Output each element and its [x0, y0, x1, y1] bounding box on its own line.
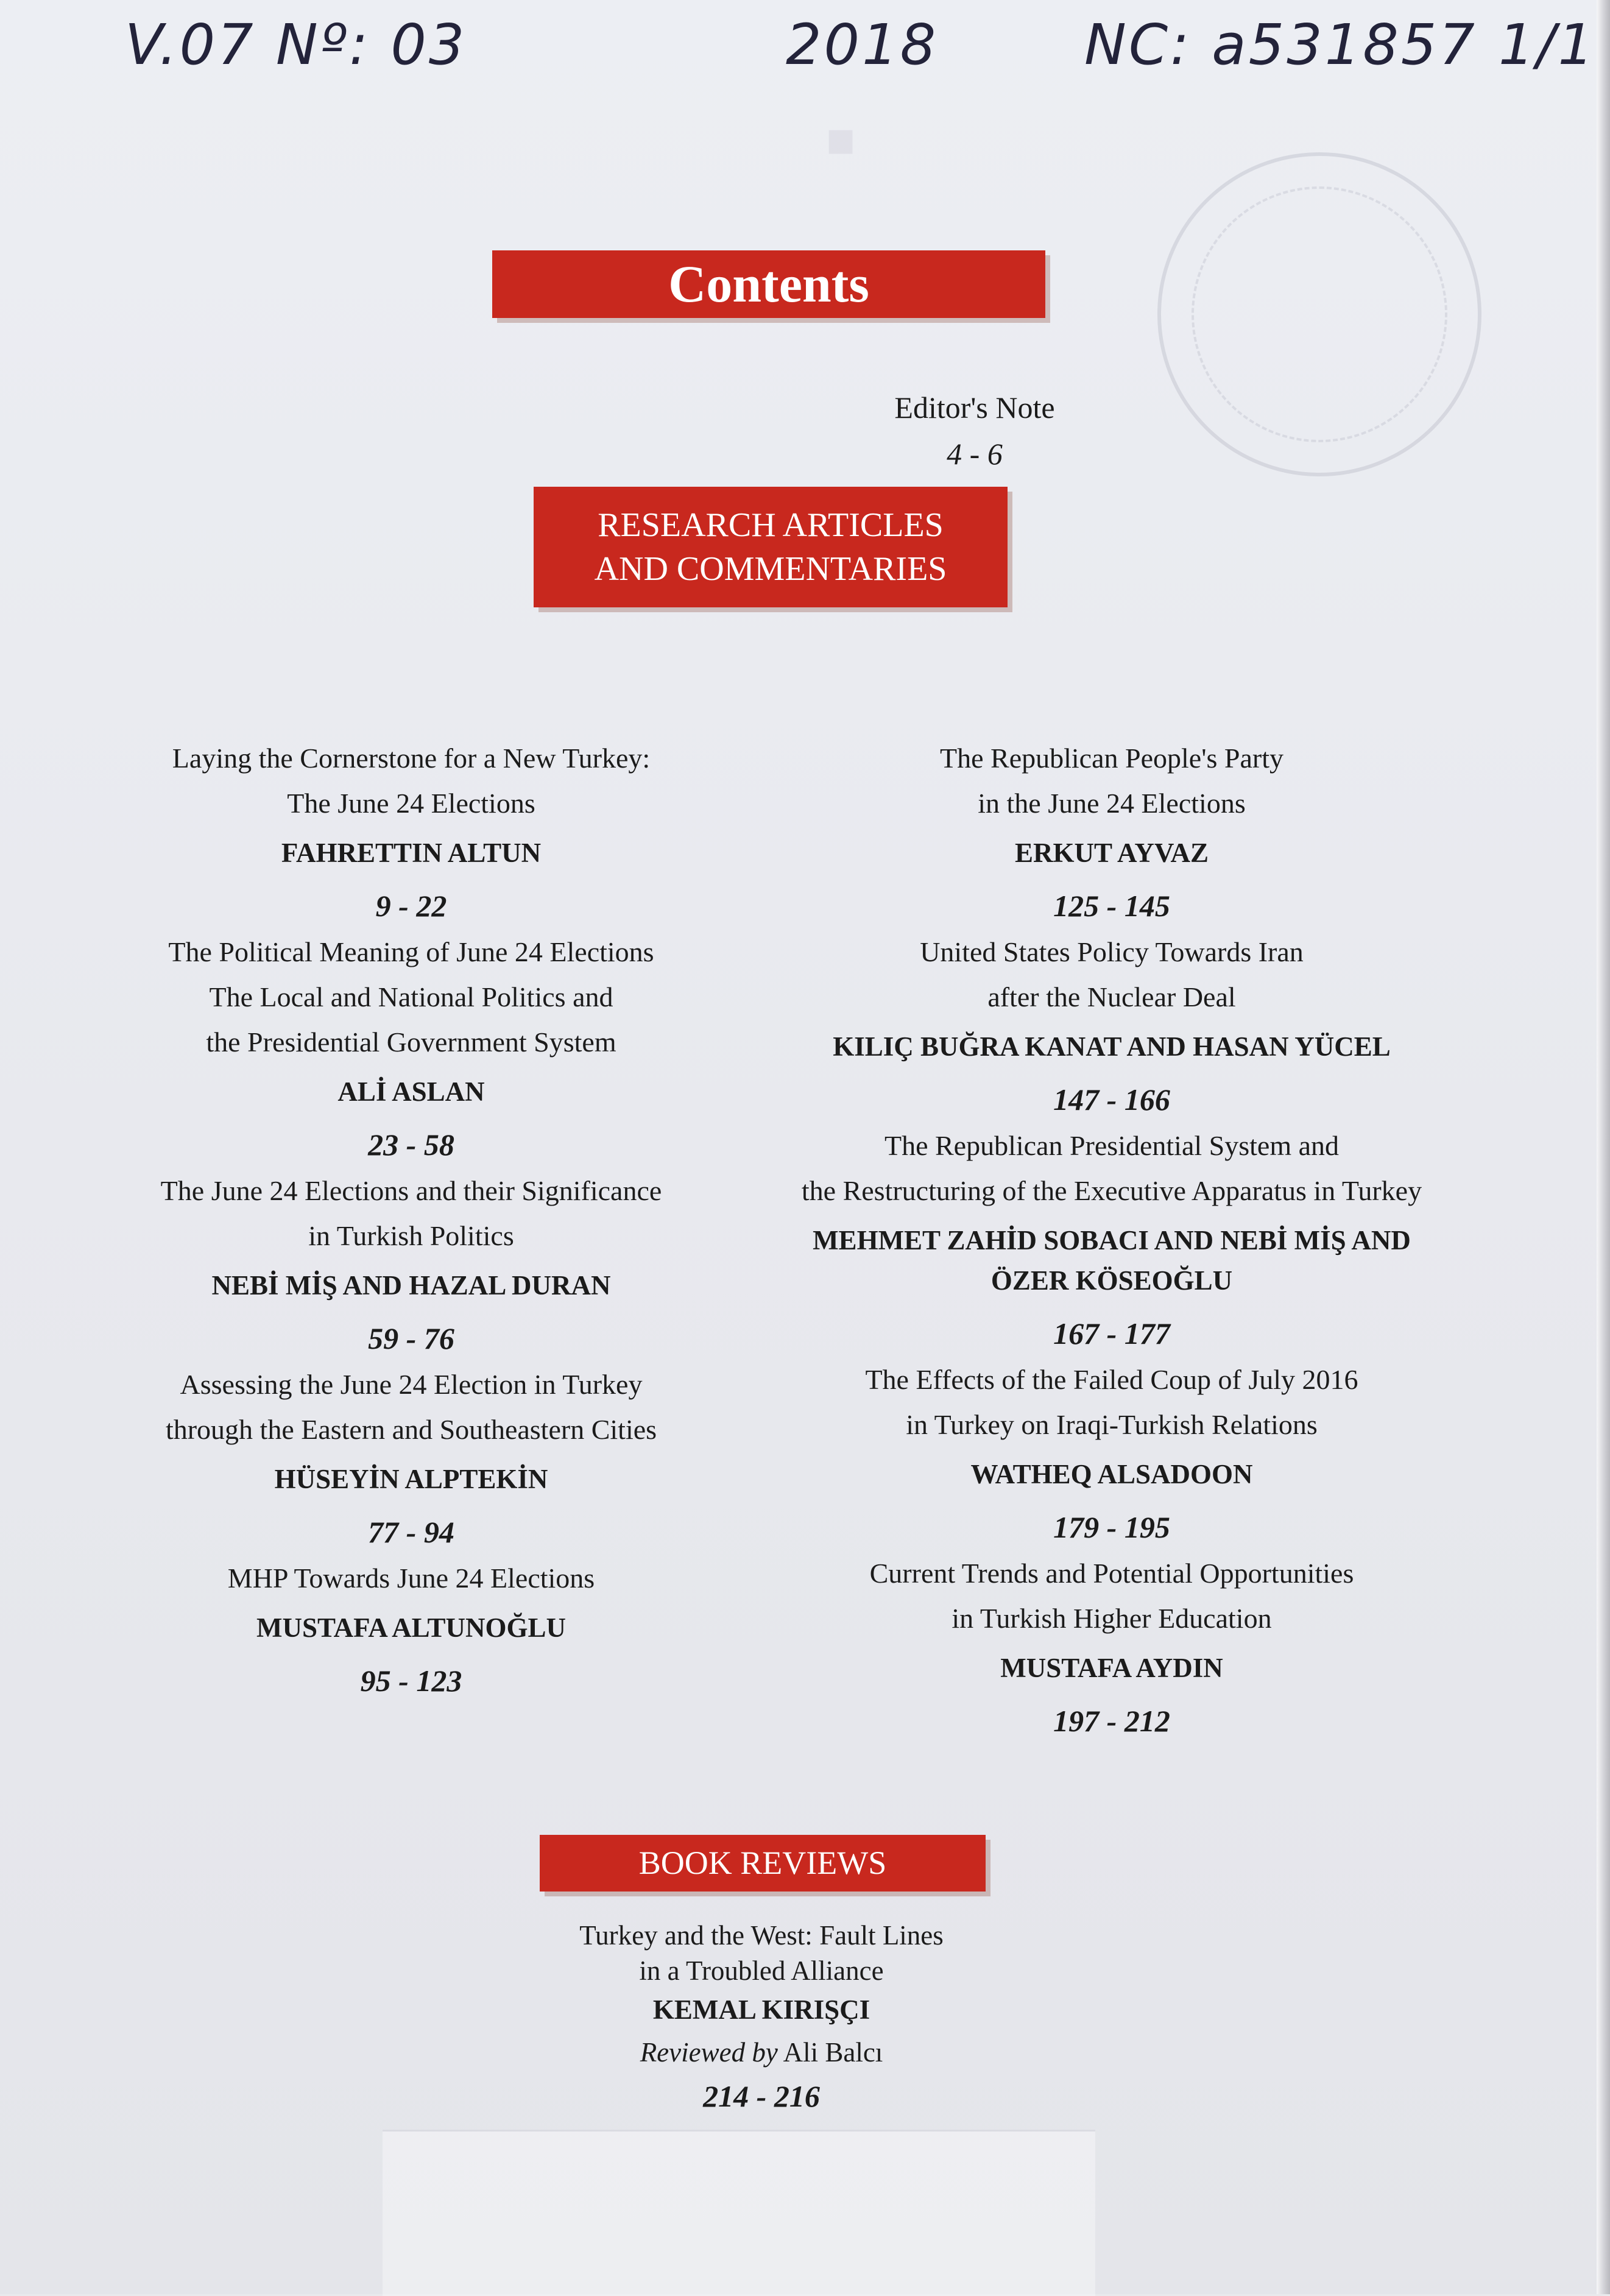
article-author: WATHEQ ALSADOON: [970, 1459, 1253, 1489]
article-pages: 95 - 123: [360, 1664, 462, 1698]
article-pages: 167 - 177: [1053, 1316, 1170, 1351]
article-pages: 23 - 58: [368, 1128, 454, 1162]
article-pages: 179 - 195: [1053, 1510, 1170, 1544]
editors-note-title: Editor's Note: [894, 390, 1055, 425]
book-review-title-line1: Turkey and the West: Fault Lines: [579, 1920, 944, 1951]
article-entry: [79, 1168, 743, 1360]
article-title-line: in Turkish Politics: [308, 1220, 514, 1251]
book-review-entry: [487, 1918, 1036, 2118]
handwritten-count: 1/1: [1499, 12, 1597, 77]
book-review-author: KEMAL KIRIŞÇI: [652, 1994, 870, 2025]
article-pages: 197 - 212: [1053, 1704, 1170, 1738]
article-title-line: The Effects of the Failed Coup of July 2016: [865, 1364, 1358, 1395]
book-review-title-line2: in a Troubled Alliance: [639, 1955, 884, 1986]
article-author: HÜSEYİN ALPTEKİN: [274, 1464, 548, 1494]
article-pages: 59 - 76: [368, 1321, 454, 1355]
article-pages: 147 - 166: [1053, 1083, 1170, 1117]
article-author: MUSTAFA AYDIN: [1000, 1653, 1223, 1683]
article-title-line: after the Nuclear Deal: [987, 981, 1236, 1012]
handwritten-year: 2018: [786, 12, 939, 77]
article-author: NEBİ MİŞ AND HAZAL DURAN: [211, 1270, 611, 1301]
reviewed-by-label: Reviewed by: [640, 2037, 778, 2068]
article-title-line: Laying the Cornerstone for a New Turkey:: [172, 743, 651, 774]
articles-left-column: [79, 736, 743, 1704]
article-author: FAHRETTIN ALTUN: [281, 838, 542, 868]
article-entry: [79, 930, 743, 1166]
article-author: KILIÇ BUĞRA KANAT AND HASAN YÜCEL: [833, 1031, 1391, 1062]
article-entry: [79, 736, 743, 927]
article-author: ALİ ASLAN: [337, 1076, 485, 1107]
article-title-line: United States Policy Towards Iran: [920, 936, 1304, 967]
article-entry: [79, 1362, 743, 1553]
article-title-line: Assessing the June 24 Election in Turkey: [180, 1369, 643, 1400]
article-title-line: The Political Meaning of June 24 Elections: [168, 936, 654, 967]
reviewer-name: Ali Balcı: [783, 2037, 883, 2068]
book-review-reviewer-line: [487, 2033, 1036, 2071]
article-entry: [768, 1123, 1456, 1355]
handwritten-volume: V.07 Nº: 03: [125, 12, 467, 77]
article-pages: 125 - 145: [1053, 889, 1170, 923]
article-author: MEHMET ZAHİD SOBACI AND NEBİ MİŞ AND: [813, 1225, 1411, 1256]
article-title-line: in the June 24 Elections: [978, 788, 1246, 819]
article-title-line: in Turkey on Iraqi-Turkish Relations: [906, 1409, 1318, 1440]
page-edge: [1597, 0, 1610, 2294]
article-entry: [768, 736, 1456, 927]
article-pages: 9 - 22: [375, 889, 447, 923]
article-entry: [768, 1551, 1456, 1742]
articles-right-column: [768, 736, 1456, 1745]
article-title-line: The Republican People's Party: [940, 743, 1283, 774]
book-reviews-heading: BOOK REVIEWS: [540, 1835, 986, 1892]
article-entry: [79, 1556, 743, 1702]
article-entry: [768, 1357, 1456, 1549]
article-title-line: The June 24 Elections: [287, 788, 535, 819]
research-articles-heading: [534, 487, 1008, 607]
article-title-line: through the Eastern and Southeastern Cities: [165, 1414, 657, 1445]
library-seal-stamp: [1157, 152, 1481, 476]
article-title-line: in Turkish Higher Education: [952, 1603, 1272, 1634]
article-title-line: Current Trends and Potential Opportunities: [869, 1558, 1354, 1589]
editors-note-pages: 4 - 6: [947, 437, 1003, 471]
article-title-line: The Republican Presidential System and: [884, 1130, 1340, 1161]
article-author: MUSTAFA ALTUNOĞLU: [256, 1612, 566, 1643]
article-title-line: MHP Towards June 24 Elections: [227, 1563, 595, 1594]
book-review-pages: 214 - 216: [703, 2079, 820, 2113]
article-title-line: The June 24 Elections and their Significance: [160, 1175, 662, 1206]
article-pages: 77 - 94: [368, 1515, 454, 1549]
airline-logo-showthrough: ■: [825, 113, 856, 167]
article-author: ÖZER KÖSEOĞLU: [990, 1265, 1233, 1296]
article-title-line: the Presidential Government System: [206, 1026, 616, 1058]
article-title-line: the Restructuring of the Executive Apparatus in Turkey: [801, 1175, 1422, 1206]
article-entry: [768, 930, 1456, 1121]
library-sticker: [383, 2130, 1095, 2296]
article-author: ERKUT AYVAZ: [1014, 838, 1209, 868]
handwritten-catalog-number: NC: a531857: [1084, 12, 1477, 77]
research-heading-line1: RESEARCH ARTICLES: [598, 506, 944, 544]
contents-heading: Contents: [492, 250, 1045, 318]
article-title-line: The Local and National Politics and: [209, 981, 613, 1012]
research-heading-line2: AND COMMENTARIES: [594, 550, 947, 588]
